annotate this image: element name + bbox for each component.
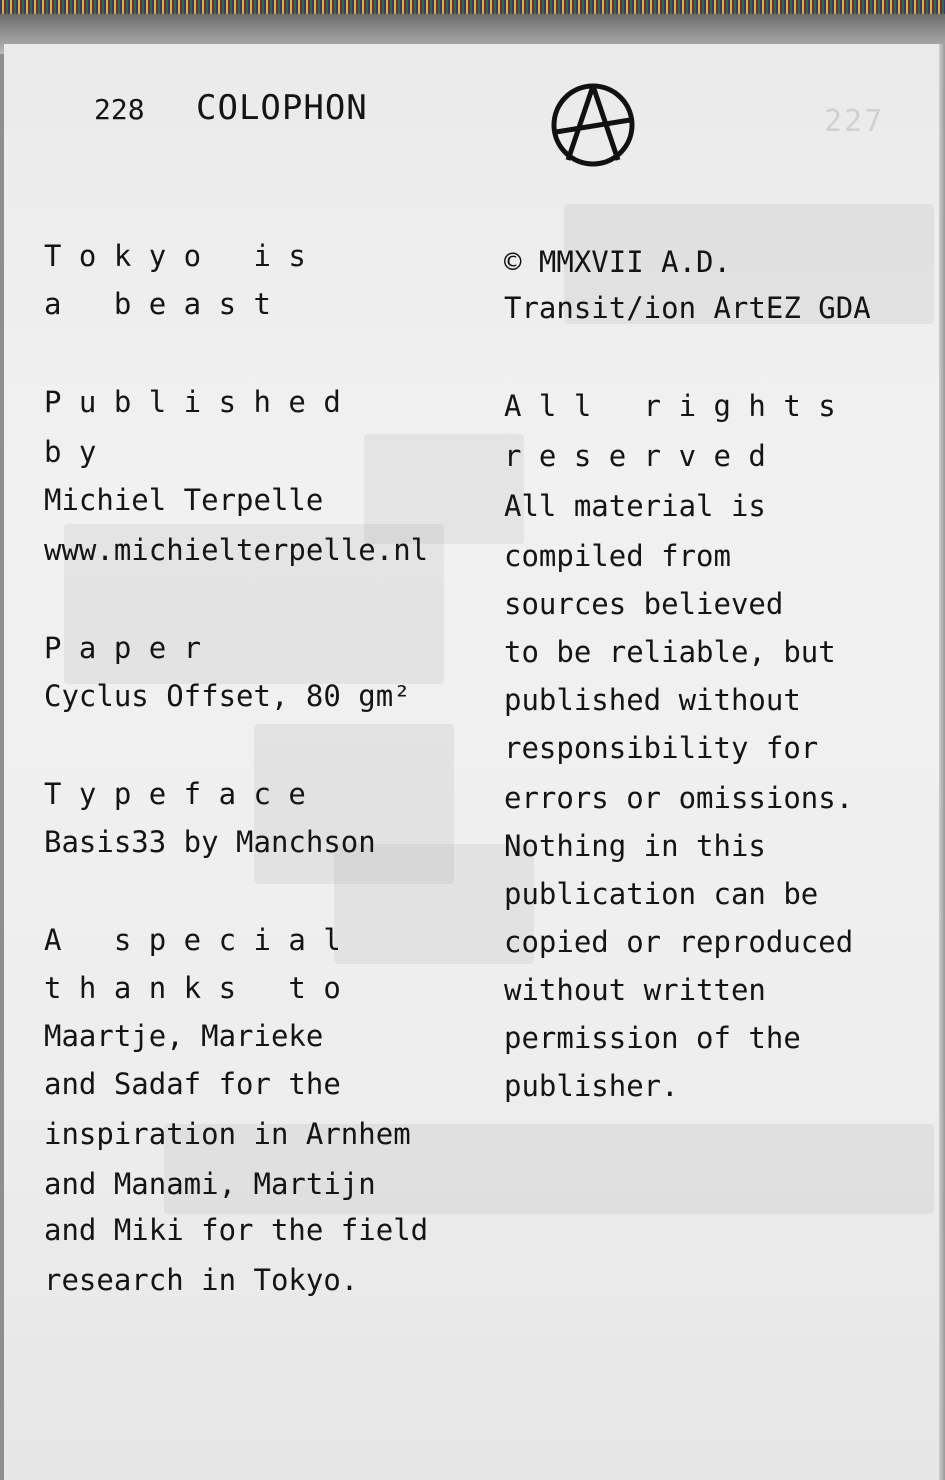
copyright-line: © MMXVII A.D.	[504, 245, 731, 279]
thanks-line: and Manami, Martijn	[44, 1167, 376, 1201]
rights-body-line: sources believed	[504, 587, 784, 621]
page-title: COLOPHON	[196, 88, 368, 128]
rights-label: r e s e r v e d	[504, 439, 766, 473]
rights-body-line: copied or reproduced	[504, 925, 854, 959]
typeface-value: Basis33 by Manchson	[44, 825, 376, 859]
publisher-name: Michiel Terpelle	[44, 483, 324, 517]
organisation-line: Transit/ion ArtEZ GDA	[504, 291, 871, 325]
rights-body-line: publication can be	[504, 877, 819, 911]
thanks-line: and Miki for the field	[44, 1213, 429, 1247]
thanks-line: Maartje, Marieke	[44, 1019, 324, 1053]
scan-top-edge	[0, 0, 945, 14]
heading-line: a b e a s t	[44, 287, 271, 321]
rights-body-line: responsibility for	[504, 731, 819, 765]
rights-body-line: without written	[504, 973, 766, 1007]
thanks-line: inspiration in Arnhem	[44, 1117, 411, 1151]
paper-label: P a p e r	[44, 631, 202, 665]
ghost-page-number: 227	[824, 104, 885, 139]
rights-body-line: to be reliable, but	[504, 635, 836, 669]
typeface-label: T y p e f a c e	[44, 777, 306, 811]
publisher-website[interactable]: www.michielterpelle.nl	[44, 533, 429, 567]
thanks-line: and Sadaf for the	[44, 1067, 341, 1101]
heading-line: T o k y o i s	[44, 239, 306, 273]
rights-body-line: compiled from	[504, 539, 731, 573]
page-edge	[939, 44, 945, 1480]
page-number: 228	[94, 93, 145, 126]
rights-label: A l l r i g h t s	[504, 389, 836, 423]
thanks-line: research in Tokyo.	[44, 1263, 359, 1297]
paper-value: Cyclus Offset, 80 gm²	[44, 679, 411, 713]
rights-body-line: errors or omissions.	[504, 781, 854, 815]
colophon-page	[4, 44, 945, 1480]
thanks-label: A s p e c i a l	[44, 923, 341, 957]
circle-a-icon	[548, 80, 638, 170]
rights-body-line: Nothing in this	[504, 829, 766, 863]
published-by-label: b y	[44, 435, 97, 469]
rights-body-line: permission of the	[504, 1021, 801, 1055]
thanks-label: t h a n k s t o	[44, 971, 341, 1005]
rights-body-line: published without	[504, 683, 801, 717]
rights-body-line: publisher.	[504, 1069, 679, 1103]
published-by-label: P u b l i s h e d	[44, 385, 341, 419]
rights-body-line: All material is	[504, 489, 766, 523]
